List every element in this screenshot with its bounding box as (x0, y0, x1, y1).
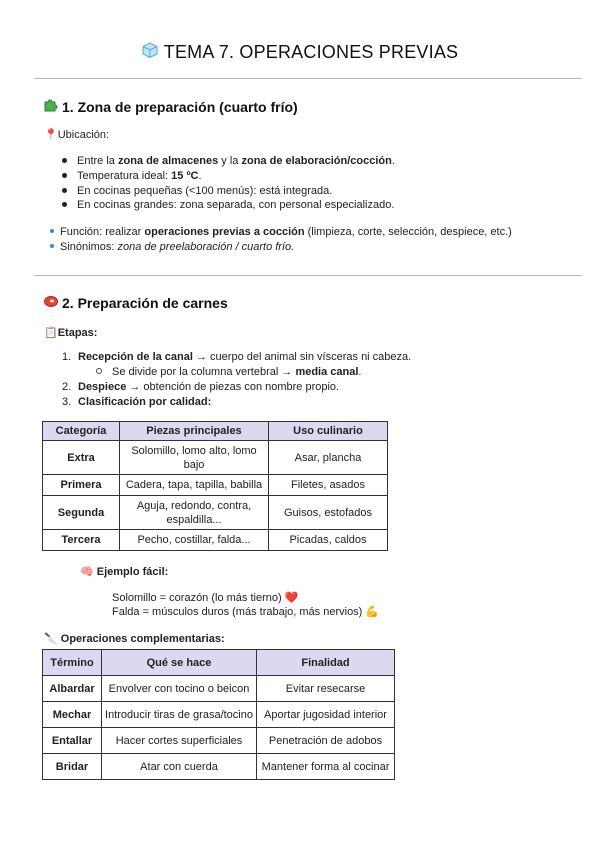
list-item: Se divide por la columna vertebral → media canal. (96, 366, 361, 378)
list-item: En cocinas grandes: zona separada, con personal especializado. (62, 199, 394, 211)
section-heading: 1. Zona de preparación (cuarto frío) (44, 98, 298, 115)
clipboard-icon: 📋 (44, 327, 58, 339)
list-item: 2. Despiece → obtención de piezas con nombre propio. (62, 381, 340, 393)
table-row: Bridar Atar con cuerda Mantener forma al cocinar (43, 754, 395, 780)
ops-table (42, 649, 395, 780)
table-row: Segunda Aguja, redondo, contra, espaldilla... Guisos, estofados (43, 496, 388, 530)
table-row: Albardar Envolver con tocino o beicon Evitar resecarse (43, 676, 395, 702)
funcion-line: Función: realizar operaciones previas a cocción (limpieza, corte, selección, despiece, etc.) (50, 226, 512, 238)
section-heading: 2. Preparación de carnes (44, 295, 228, 311)
location-label: 📍Ubicación: (44, 129, 110, 141)
ejemplo-label: 🧠 Ejemplo fácil: (80, 566, 169, 578)
list-item: 1. Recepción de la canal → cuerpo del animal sin vísceras ni cabeza. (62, 351, 412, 363)
list-item: Entre la zona de almacenes y la zona de elaboración/cocción. (62, 155, 395, 167)
quality-table (42, 421, 388, 551)
table-row: Tercera Pecho, costillar, falda... Picadas, caldos (43, 530, 388, 551)
ice-cube-icon (142, 42, 158, 63)
column-header: Piezas principales (120, 422, 269, 441)
column-header: Término (43, 650, 102, 676)
ejemplo-line: Falda = músculos duros (más trabajo, más nervios) 💪 (112, 606, 380, 618)
ejemplo-line: Solomillo = corazón (lo más tierno) ❤️ (112, 592, 299, 604)
etapas-label: 📋Etapas: (44, 327, 98, 339)
puzzle-icon (44, 98, 60, 115)
divider (34, 78, 582, 79)
meat-icon (44, 295, 60, 311)
knife-icon: 🔪 (44, 633, 58, 645)
brain-icon: 🧠 (80, 566, 94, 578)
table-row: Primera Cadera, tapa, tapilla, babilla Filetes, asados (43, 475, 388, 496)
column-header: Categoría (43, 422, 120, 441)
list-item: Temperatura ideal: 15 ºC. (62, 170, 202, 182)
page-title: TEMA 7. OPERACIONES PREVIAS (0, 42, 600, 63)
column-header: Uso culinario (269, 422, 388, 441)
sinonimos-line: Sinónimos: zona de preelaboración / cuarto frío. (50, 241, 294, 253)
divider (34, 275, 582, 276)
pin-icon: 📍 (44, 129, 58, 141)
column-header: Finalidad (257, 650, 395, 676)
table-row: Extra Solomillo, lomo alto, lomo bajo Asar, plancha (43, 441, 388, 475)
table-row: Mechar Introducir tiras de grasa/tocino Aportar jugosidad interior (43, 702, 395, 728)
list-item: 3. Clasificación por calidad: (62, 396, 212, 408)
column-header: Qué se hace (102, 650, 257, 676)
ops-label: 🔪 Operaciones complementarias: (44, 633, 225, 645)
list-item: En cocinas pequeñas (<100 menús): está integrada. (62, 185, 332, 197)
table-row: Entallar Hacer cortes superficiales Penetración de adobos (43, 728, 395, 754)
